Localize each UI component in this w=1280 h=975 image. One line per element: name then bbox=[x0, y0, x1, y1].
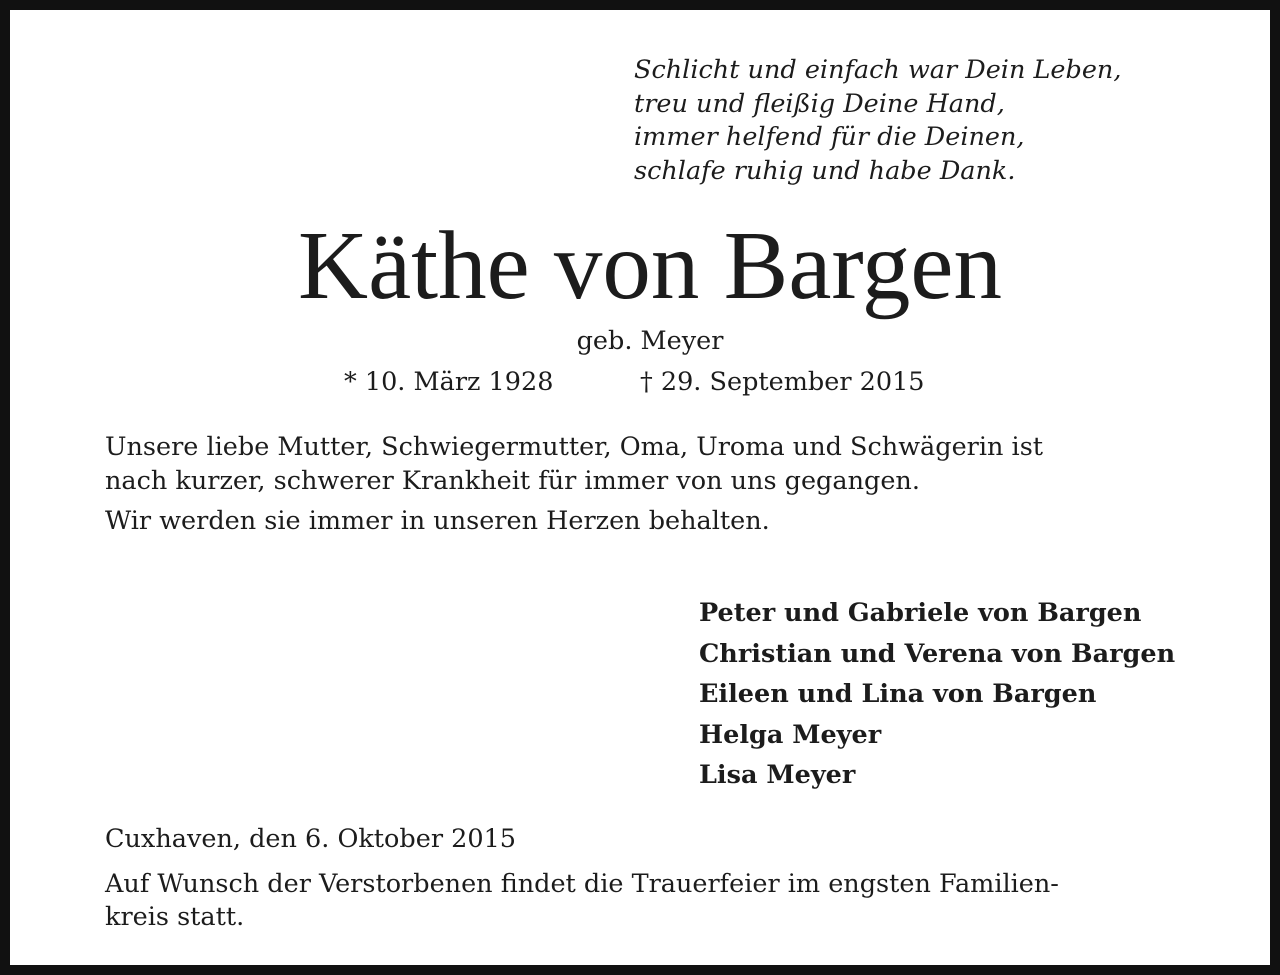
funeral-note bbox=[105, 868, 1215, 934]
mourner-name: Helga Meyer bbox=[699, 719, 882, 750]
maiden-name: geb. Meyer bbox=[576, 326, 724, 356]
poem-line: schlafe ruhig und habe Dank. bbox=[634, 155, 1016, 186]
funeral-note-line: kreis statt. bbox=[105, 902, 245, 932]
poem-line: immer helfend für die Deinen, bbox=[634, 122, 1025, 152]
funeral-note-line: Auf Wunsch der Verstorbenen findet die Trauerfeier im engsten Familien- bbox=[105, 869, 1059, 899]
poem-line: treu und fleißig Deine Hand, bbox=[634, 88, 1005, 119]
mourner-name: Lisa Meyer bbox=[699, 760, 856, 790]
mourner-name: Eileen und Lina von Bargen bbox=[699, 679, 1097, 709]
obituary-message bbox=[105, 430, 1215, 538]
message-line: Wir werden sie immer in unseren Herzen behalten. bbox=[105, 506, 770, 536]
message-line: nach kurzer, schwerer Krankheit für immer von uns gegangen. bbox=[105, 466, 920, 496]
deceased-name: Käthe von Bargen bbox=[298, 212, 1002, 319]
birth-date: * 10. März 1928 bbox=[344, 367, 554, 397]
place-date: Cuxhaven, den 6. Oktober 2015 bbox=[105, 824, 517, 854]
memorial-poem bbox=[634, 54, 1234, 188]
mourner-name: Peter und Gabriele von Bargen bbox=[699, 598, 1142, 628]
mourner-name: Christian und Verena von Bargen bbox=[699, 638, 1176, 669]
mourners-list bbox=[699, 593, 1239, 796]
death-date: † 29. September 2015 bbox=[640, 367, 925, 397]
message-line: Unsere liebe Mutter, Schwiegermutter, Oma, Uroma und Schwägerin ist bbox=[105, 432, 1044, 462]
poem-line: Schlicht und einfach war Dein Leben, bbox=[634, 55, 1122, 85]
